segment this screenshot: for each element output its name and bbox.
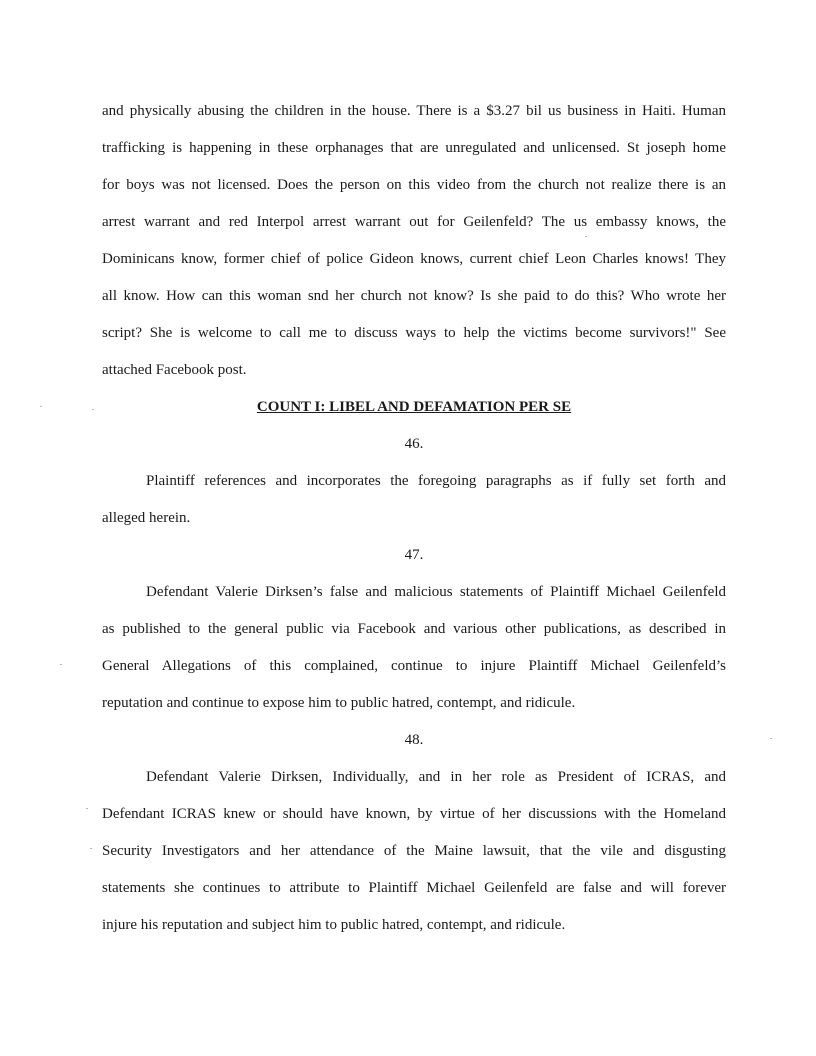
- paragraph-45-line-6: all know. How can this woman snd her church not know? Is she paid to do this? Who wrote her: [102, 288, 726, 304]
- paragraph-45-line-5: Dominicans know, former chief of police Gideon knows, current chief Leon Charles knows! They: [102, 251, 726, 267]
- paragraph-46-line-2: alleged herein.: [102, 510, 191, 526]
- paragraph-45-line-1: and physically abusing the children in the house. There is a $3.27 bil us business in Haiti. Human: [102, 103, 726, 119]
- paragraph-48-line-1: Defendant Valerie Dirksen, Individually, and in her role as President of ICRAS, and: [146, 769, 726, 785]
- scan-speck: [585, 236, 587, 237]
- paragraph-47-line-2: as published to the general public via Facebook and various other publications, as described in: [102, 621, 726, 637]
- paragraph-47-line-3: General Allegations of this complained, continue to injure Plaintiff Michael Geilenfeld’s: [102, 658, 726, 674]
- paragraph-47-line-4: reputation and continue to expose him to public hatred, contempt, and ridicule.: [102, 695, 576, 711]
- paragraph-45-line-7: script? She is welcome to call me to discuss ways to help the victims become survivors!" See: [102, 325, 726, 341]
- paragraph-number-46: 46.: [404, 436, 424, 452]
- scan-speck: [92, 409, 94, 410]
- paragraph-number-47: 47.: [404, 547, 424, 563]
- scan-speck: [86, 808, 88, 809]
- paragraph-46-line-1: Plaintiff references and incorporates the foregoing paragraphs as if fully set forth and: [146, 473, 726, 489]
- scan-speck: [40, 406, 42, 407]
- count-heading: COUNT I: LIBEL AND DEFAMATION PER SE: [256, 399, 572, 415]
- scan-speck: [770, 738, 772, 739]
- paragraph-48-line-3: Security Investigators and her attendance of the Maine lawsuit, that the vile and disgusting: [102, 843, 726, 859]
- paragraph-47-line-1: Defendant Valerie Dirksen’s false and malicious statements of Plaintiff Michael Geilenfeld: [146, 584, 726, 600]
- scan-speck: [90, 848, 92, 849]
- paragraph-number-48: 48.: [404, 732, 424, 748]
- paragraph-45-line-8: attached Facebook post.: [102, 362, 247, 378]
- paragraph-48-line-2: Defendant ICRAS knew or should have known, by virtue of her discussions with the Homeland: [102, 806, 726, 822]
- paragraph-45-line-4: arrest warrant and red Interpol arrest warrant out for Geilenfeld? The us embassy knows, the: [102, 214, 726, 230]
- scan-speck: [60, 664, 62, 665]
- paragraph-48-line-4: statements she continues to attribute to Plaintiff Michael Geilenfeld are false and will forever: [102, 880, 726, 896]
- paragraph-48-line-5: injure his reputation and subject him to public hatred, contempt, and ridicule.: [102, 917, 566, 933]
- paragraph-45-line-2: trafficking is happening in these orphanages that are unregulated and unlicensed. St joseph home: [102, 140, 726, 156]
- paragraph-45-line-3: for boys was not licensed. Does the person on this video from the church not realize there is an: [102, 177, 726, 193]
